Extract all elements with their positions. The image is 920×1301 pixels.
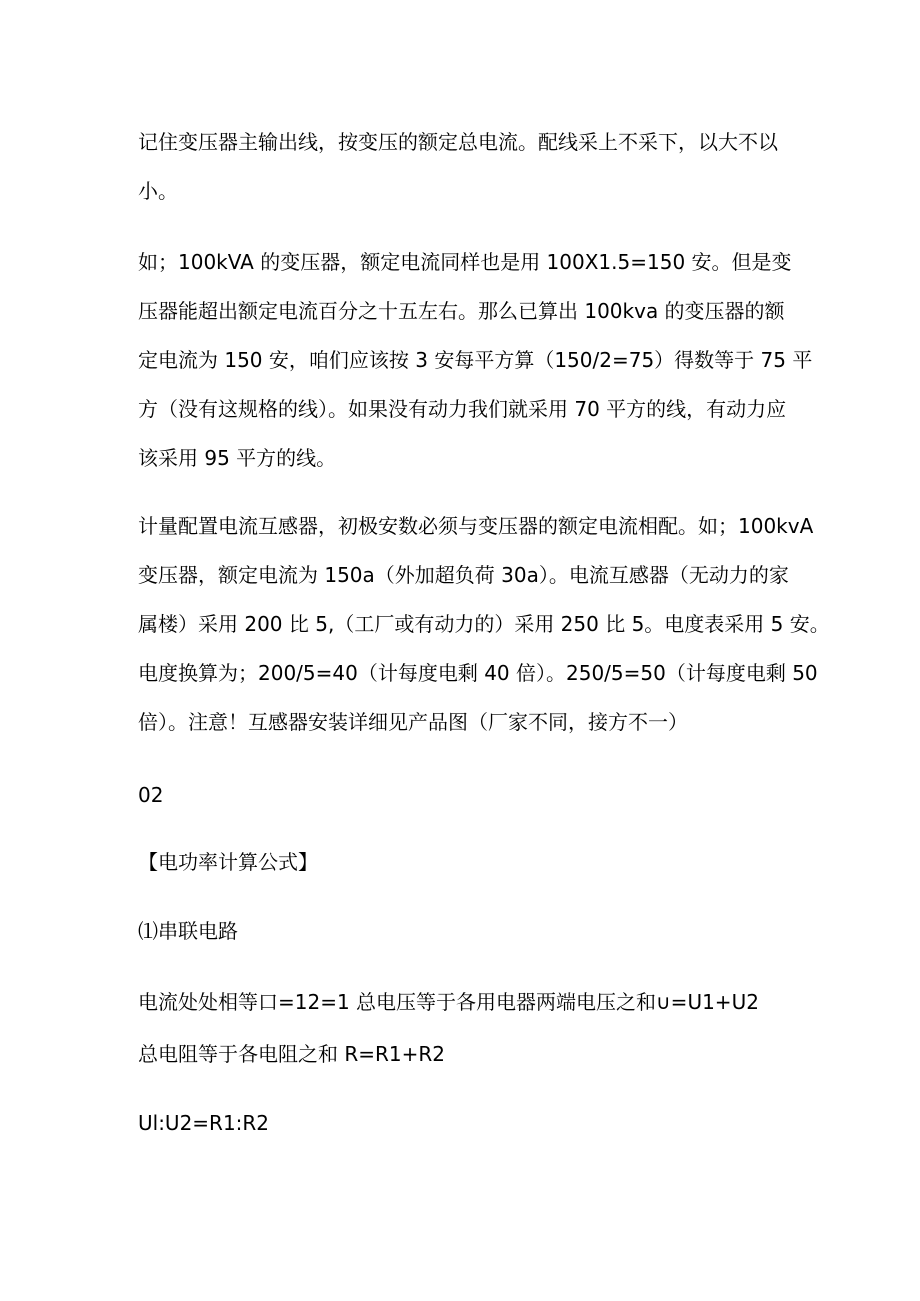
formula-line-1: 电流处处相等口=12=1 总电压等于各用电器两端电压之和∪=U1+U2 [138,990,759,1014]
paragraph-3-line-4: 电度换算为；200/5=40（计每度电剩 40 倍）。250/5=50（计每度电剩 50 [138,661,818,685]
paragraph-2-line-3: 定电流为 150 安，咱们应该按 3 安每平方算（150/2=75）得数等于 75 平 [138,348,813,372]
paragraph-2-line-1: 如；100kVA 的变压器，额定电流同样也是用 100X1.5=150 安。但是变 [138,250,792,274]
section-number: 02 [138,783,164,807]
paragraph-2-line-5: 该采用 95 平方的线。 [138,446,337,470]
paragraph-2-line-4: 方（没有这规格的线）。如果没有动力我们就采用 70 平方的线，有动力应 [138,397,787,421]
paragraph-3-line-5: 倍）。注意！互感器安装详细见产品图（厂家不同，接方不一） [138,710,688,734]
paragraph-2-line-2: 压器能超出额定电流百分之十五左右。那么已算出 100kva 的变压器的额 [138,299,785,323]
paragraph-3-line-1: 计量配置电流互感器，初极安数必须与变压器的额定电流相配。如；100kvA [138,514,814,538]
paragraph-1-line-2: 小。 [138,179,178,203]
formula-line-2: 总电阻等于各电阻之和 R=R1+R2 [138,1042,446,1066]
formula-line-3: Ul:U2=R1:R2 [138,1111,270,1135]
subsection-title: ⑴串联电路 [138,919,238,943]
section-title: 【电功率计算公式】 [138,850,318,874]
paragraph-1-line-1: 记住变压器主输出线，按变压的额定总电流。配线采上不采下，以大不以 [138,130,778,154]
paragraph-3-line-3: 属楼）采用 200 比 5,（工厂或有动力的）采用 250 比 5。电度表采用 5 安。 [138,612,830,636]
paragraph-3-line-2: 变压器，额定电流为 150a（外加超负荷 30a）。电流互感器（无动力的家 [138,563,789,587]
